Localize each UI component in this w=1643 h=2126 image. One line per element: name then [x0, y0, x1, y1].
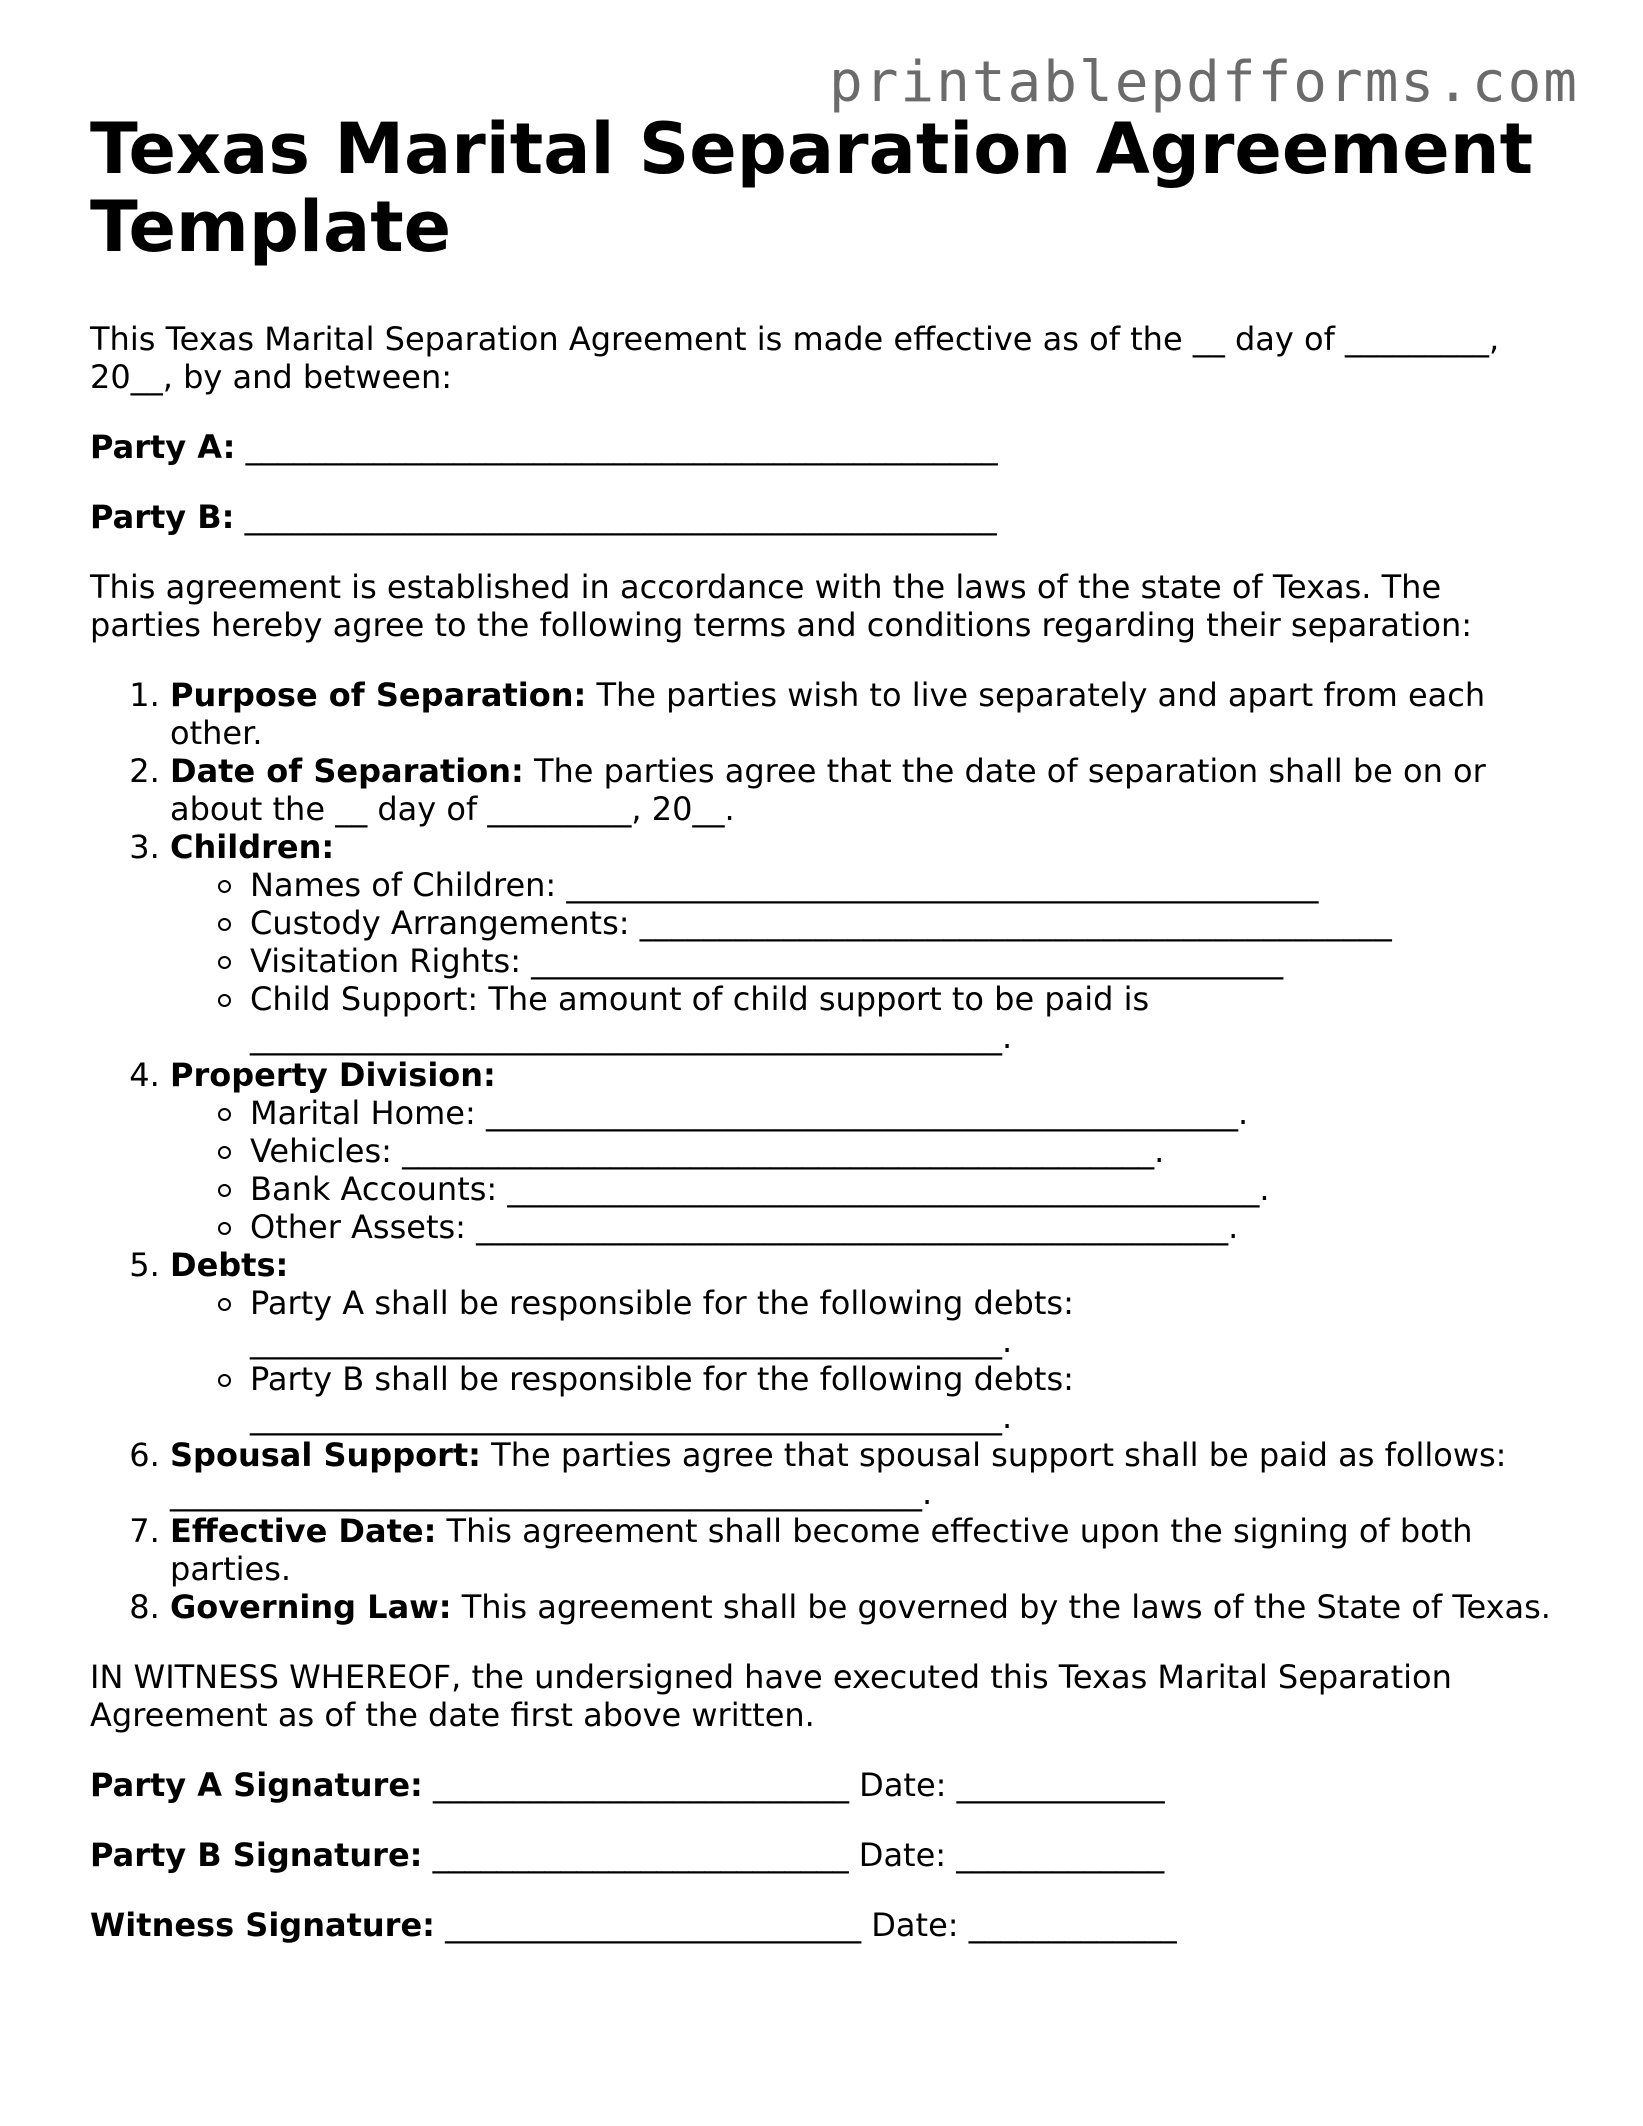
date-blank[interactable]: _____________ — [968, 1906, 1177, 1944]
date-label: Date: — [859, 1766, 947, 1804]
party-b-label: Party B: — [90, 498, 235, 536]
children-visitation: Visitation Rights: _______________________________________________ — [250, 942, 1560, 980]
debts-party-b: Party B shall be responsible for the following debts: _______________________________________________. — [250, 1360, 1560, 1436]
date-label: Date: — [871, 1906, 959, 1944]
term-law — [170, 1588, 1560, 1626]
debts-party-a: Party A shall be responsible for the following debts: _______________________________________________. — [250, 1284, 1560, 1360]
property-bank: Bank Accounts: _______________________________________________. — [250, 1170, 1560, 1208]
intro-paragraph: This Texas Marital Separation Agreement is made effective as of the __ day of _________, 20__, by and between: — [90, 320, 1500, 396]
term-date-text: The parties agree that the date of separation shall be on or about the __ day of _________, 20__. — [170, 752, 1486, 828]
children-names: Names of Children: _______________________________________________ — [250, 866, 1560, 904]
term-date — [170, 752, 1560, 828]
term-effective-label: Effective Date: — [170, 1512, 437, 1550]
term-children-label: Children: — [170, 828, 335, 866]
party-a-blank[interactable]: _______________________________________________ — [245, 428, 998, 466]
property-sublist — [170, 1094, 1560, 1246]
watermark: printablepdfforms.com — [828, 50, 1579, 115]
term-property-label: Property Division: — [170, 1056, 496, 1094]
signature-line-party-b — [90, 1836, 1560, 1874]
party-b-blank[interactable]: _______________________________________________ — [244, 498, 997, 536]
terms-list — [90, 676, 1560, 1626]
signature-label: Witness Signature: — [90, 1906, 435, 1944]
signature-blank[interactable]: __________________________ — [445, 1906, 862, 1944]
term-spousal-text: The parties agree that spousal support shall be paid as follows: _______________________________________________. — [170, 1436, 1507, 1512]
witness-clause: IN WITNESS WHEREOF, the undersigned have executed this Texas Marital Separation Agreement as of the date first above written. — [90, 1658, 1452, 1734]
debts-sublist — [170, 1284, 1560, 1436]
children-support: Child Support: The amount of child support to be paid is _______________________________________________. — [250, 980, 1560, 1056]
party-a-line — [90, 428, 1560, 466]
term-law-label: Governing Law: — [170, 1588, 452, 1626]
party-a-label: Party A: — [90, 428, 236, 466]
term-children — [170, 828, 1560, 1056]
term-purpose — [170, 676, 1560, 752]
party-b-line — [90, 498, 1560, 536]
signature-line-party-a — [90, 1766, 1560, 1804]
established-paragraph: This agreement is established in accordance with the laws of the state of Texas. The parties hereby agree to the following terms and conditions regarding their separation: — [90, 568, 1473, 644]
children-sublist — [170, 866, 1560, 1056]
date-label: Date: — [858, 1836, 947, 1874]
document-page — [90, 110, 1560, 1944]
term-purpose-label: Purpose of Separation: — [170, 676, 587, 714]
date-blank[interactable]: _____________ — [956, 1766, 1165, 1804]
signature-blank[interactable]: __________________________ — [432, 1836, 849, 1874]
term-property — [170, 1056, 1560, 1246]
signature-label: Party B Signature: — [90, 1836, 423, 1874]
signature-line-witness — [90, 1906, 1560, 1944]
property-vehicles: Vehicles: _______________________________________________. — [250, 1132, 1560, 1170]
term-effective-text: This agreement shall become effective upon the signing of both parties. — [170, 1512, 1473, 1588]
term-purpose-text: The parties wish to live separately and apart from each other. — [170, 676, 1486, 752]
term-debts-label: Debts: — [170, 1246, 289, 1284]
term-effective — [170, 1512, 1560, 1588]
term-debts — [170, 1246, 1560, 1436]
term-spousal — [170, 1436, 1560, 1512]
signature-blank[interactable]: __________________________ — [433, 1766, 849, 1804]
property-other: Other Assets: _______________________________________________. — [250, 1208, 1560, 1246]
property-home: Marital Home: _______________________________________________. — [250, 1094, 1560, 1132]
term-law-text: This agreement shall be governed by the laws of the State of Texas. — [461, 1588, 1551, 1626]
date-blank[interactable]: _____________ — [956, 1836, 1165, 1874]
page-title: Texas Marital Separation Agreement Template — [90, 108, 1534, 268]
term-date-label: Date of Separation: — [170, 752, 524, 790]
children-custody: Custody Arrangements: _______________________________________________ — [250, 904, 1560, 942]
signature-label: Party A Signature: — [90, 1766, 423, 1804]
term-spousal-label: Spousal Support: — [170, 1436, 481, 1474]
